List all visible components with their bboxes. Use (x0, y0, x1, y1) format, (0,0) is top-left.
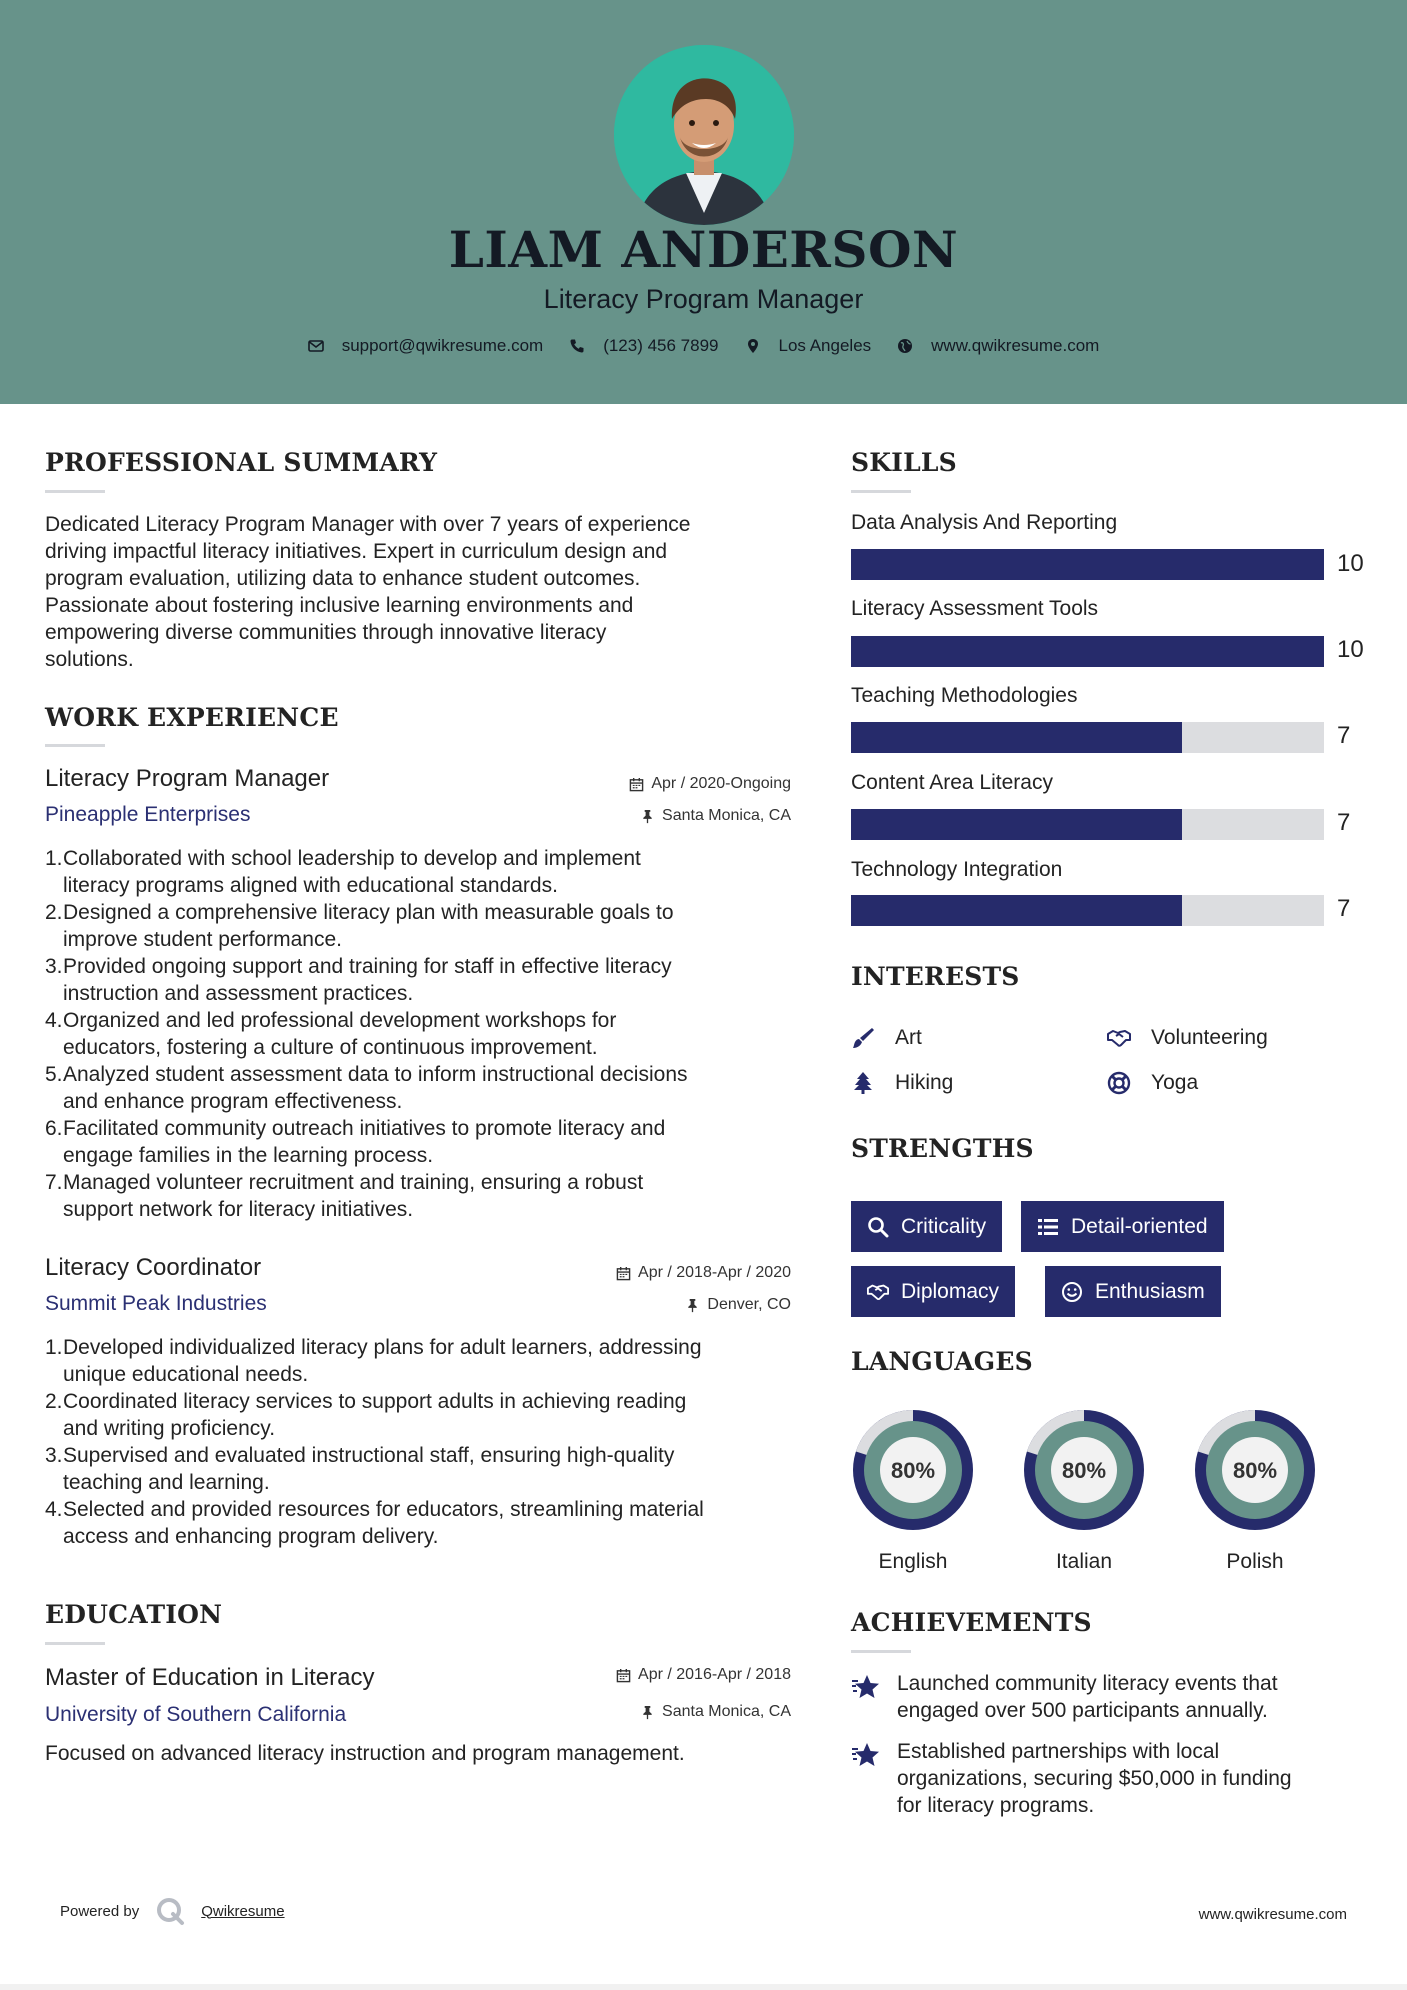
job-location-text: Santa Monica, CA (662, 807, 791, 824)
footer-powered-by (60, 1896, 285, 1926)
interest-label: Volunteering (1151, 1026, 1268, 1049)
skill-bar (851, 636, 1324, 667)
list-item: 6. Facilitated community outreach initiatives to promote literacy and engage families in the learning process. (45, 1117, 666, 1167)
achievement-text: Established partnerships with local organizations, securing $50,000 in funding for literacy programs. (897, 1740, 1292, 1817)
achievements-heading: ACHIEVEMENTS (851, 1608, 1092, 1637)
summary-line: Passionate about fostering inclusive learning environments and (45, 594, 634, 617)
skill-value: 7 (1337, 895, 1351, 922)
job-title: Literacy Program Manager (45, 765, 330, 792)
handshake-icon (1107, 1026, 1131, 1050)
job-company: Pineapple Enterprises (45, 803, 251, 826)
language-name: Italian (1055, 1550, 1113, 1573)
summary-line: empowering diverse communities through innovative literacy (45, 621, 607, 644)
interest-label: Art (895, 1026, 922, 1049)
job-location (500, 807, 791, 825)
skills-heading: SKILLS (851, 448, 957, 477)
summary-text (45, 511, 795, 673)
education-date (500, 1666, 791, 1684)
language-ring (851, 1408, 975, 1532)
strengths-heading: STRENGTHS (851, 1134, 1034, 1163)
contact-phone[interactable] (569, 336, 718, 356)
education-description: Focused on advanced literacy instruction and program management. (45, 1742, 685, 1765)
interest-label: Yoga (1151, 1071, 1199, 1094)
job-responsibilities (45, 845, 805, 1223)
strength-label: Diplomacy (901, 1279, 1000, 1303)
language-item (1022, 1408, 1146, 1574)
summary-line: solutions. (45, 648, 134, 671)
list-item: 1. Collaborated with school leadership to develop and implement literacy programs aligned with educational standards. (45, 847, 641, 897)
achievement-item (851, 1738, 1361, 1819)
job-date-text: Apr / 2018-Apr / 2020 (638, 1264, 791, 1281)
interest-item (851, 1071, 953, 1095)
language-percent: 80% (1061, 1458, 1107, 1483)
list-item: 4. Organized and led professional development workshops for educators, fostering a culture of continuous improvement. (45, 1009, 617, 1059)
language-ring (1022, 1408, 1146, 1532)
education-location-text: Santa Monica, CA (662, 1703, 791, 1720)
job-location (500, 1296, 791, 1314)
skill-label: Content Area Literacy (851, 771, 1053, 794)
contact-location-text: Los Angeles (778, 336, 872, 355)
languages-heading: LANGUAGES (851, 1347, 1033, 1376)
achievements-divider (851, 1650, 911, 1653)
summary-line: program evaluation, utilizing data to enhance student outcomes. (45, 567, 641, 590)
summary-divider (45, 490, 105, 493)
pin-icon (640, 809, 655, 824)
powered-by-label: Powered by (60, 1902, 140, 1920)
language-ring (1193, 1408, 1317, 1532)
strength-label: Enthusiasm (1095, 1279, 1205, 1303)
achievement-item (851, 1670, 1361, 1724)
summary-heading: PROFESSIONAL SUMMARY (45, 448, 438, 477)
calendar-icon (616, 1668, 631, 1683)
resume-header (0, 0, 1407, 404)
skill-bar-fill (851, 549, 1324, 580)
list-item: 4. Selected and provided resources for educators, streamlining material access and enhancing program delivery. (45, 1498, 704, 1548)
skill-bar (851, 809, 1324, 840)
job-date (500, 1264, 791, 1282)
language-percent: 80% (890, 1458, 936, 1483)
language-name: Polish (1226, 1550, 1284, 1573)
interest-item (1107, 1026, 1268, 1050)
job-title: Literacy Coordinator (45, 1254, 262, 1281)
list-icon (1037, 1216, 1059, 1238)
language-item (1193, 1408, 1317, 1574)
skills-divider (851, 490, 911, 493)
skill-bar-fill (851, 636, 1324, 667)
education-heading: EDUCATION (45, 1600, 223, 1629)
language-percent: 80% (1232, 1458, 1278, 1483)
calendar-icon (629, 777, 644, 792)
map-marker-icon (745, 338, 761, 354)
skill-label: Teaching Methodologies (851, 684, 1078, 707)
profile-photo-illustration (614, 45, 794, 225)
contact-website[interactable] (897, 336, 1099, 356)
skill-value: 7 (1337, 722, 1351, 749)
education-divider (45, 1642, 105, 1645)
skill-value: 10 (1337, 636, 1364, 663)
skill-value: 7 (1337, 809, 1351, 836)
list-item: 3. Provided ongoing support and training for staff in effective literacy instruction and assessment practices. (45, 955, 672, 1005)
job-date (500, 775, 791, 793)
contact-email-text: support@qwikresume.com (341, 336, 544, 355)
list-item: 1. Developed individualized literacy plans for adult learners, addressing unique educational needs. (45, 1336, 702, 1386)
school-name: University of Southern California (45, 1703, 347, 1726)
search-icon (867, 1216, 889, 1238)
calendar-icon (616, 1266, 631, 1281)
achievement-text: Launched community literacy events that engaged over 500 participants annually. (897, 1672, 1278, 1722)
contact-phone-text: (123) 456 7899 (603, 336, 719, 355)
envelope-icon (308, 338, 324, 354)
education-date-text: Apr / 2016-Apr / 2018 (638, 1666, 791, 1683)
skill-label: Literacy Assessment Tools (851, 597, 1099, 620)
smile-icon (1061, 1281, 1083, 1303)
qwikresume-link[interactable]: Qwikresume (201, 1902, 285, 1920)
skill-bar-fill (851, 895, 1182, 926)
experience-divider (45, 744, 105, 747)
skill-bar (851, 549, 1324, 580)
handshake-icon (867, 1281, 889, 1303)
language-item (851, 1408, 975, 1574)
strength-chip (1021, 1201, 1224, 1252)
list-item: 2. Designed a comprehensive literacy plan with measurable goals to improve student performance. (45, 901, 674, 951)
tree-icon (851, 1071, 875, 1095)
contact-bar (0, 336, 1407, 356)
profile-photo (614, 45, 794, 225)
job-date-text: Apr / 2020-Ongoing (651, 775, 791, 792)
skill-label: Data Analysis And Reporting (851, 511, 1118, 534)
footer-url[interactable]: www.qwikresume.com (1198, 1906, 1347, 1923)
strength-chip (851, 1201, 1002, 1252)
summary-line: Dedicated Literacy Program Manager with over 7 years of experience (45, 513, 691, 536)
interest-item (1107, 1071, 1198, 1095)
skill-bar (851, 722, 1324, 753)
list-item: 7. Managed volunteer recruitment and training, ensuring a robust support network for literacy initiatives. (45, 1171, 644, 1221)
bottom-bar (0, 1984, 1407, 1990)
star-icon (851, 1672, 881, 1702)
experience-heading: WORK EXPERIENCE (45, 703, 339, 732)
language-name: English (878, 1550, 948, 1573)
education-location (500, 1703, 791, 1721)
candidate-name: LIAM ANDERSON (448, 220, 959, 279)
strength-label: Criticality (901, 1214, 987, 1238)
skill-bar-fill (851, 809, 1182, 840)
pin-icon (685, 1298, 700, 1313)
skill-value: 10 (1337, 550, 1364, 577)
interests-heading: INTERESTS (851, 962, 1020, 991)
phone-icon (569, 338, 585, 354)
degree-title: Master of Education in Literacy (45, 1664, 375, 1691)
interest-label: Hiking (895, 1071, 954, 1094)
candidate-role: Literacy Program Manager (543, 284, 864, 314)
job-company: Summit Peak Industries (45, 1292, 267, 1315)
summary-line: driving impactful literacy initiatives. Expert in curriculum design and (45, 540, 668, 563)
interest-item (851, 1026, 922, 1050)
list-item: 5. Analyzed student assessment data to inform instructional decisions and enhance program effectiveness. (45, 1063, 688, 1113)
strength-chip (1045, 1266, 1221, 1317)
skill-label: Technology Integration (851, 858, 1063, 881)
skill-bar (851, 895, 1324, 926)
strength-label: Detail-oriented (1071, 1214, 1208, 1238)
list-item: 2. Coordinated literacy services to support adults in achieving reading and writing proficiency. (45, 1390, 687, 1440)
star-icon (851, 1740, 881, 1770)
contact-location (745, 336, 872, 356)
list-item: 3. Supervised and evaluated instructional staff, ensuring high-quality teaching and learning. (45, 1444, 675, 1494)
pin-icon (640, 1705, 655, 1720)
globe-icon (897, 338, 913, 354)
strength-chip (851, 1266, 1015, 1317)
contact-website-text: www.qwikresume.com (931, 336, 1100, 355)
skill-bar-fill (851, 722, 1182, 753)
life-ring-icon (1107, 1071, 1131, 1095)
contact-email[interactable] (308, 336, 544, 356)
job-location-text: Denver, CO (707, 1296, 791, 1313)
qwikresume-logo-icon (155, 1896, 185, 1926)
job-responsibilities (45, 1334, 805, 1550)
paintbrush-icon (851, 1026, 875, 1050)
